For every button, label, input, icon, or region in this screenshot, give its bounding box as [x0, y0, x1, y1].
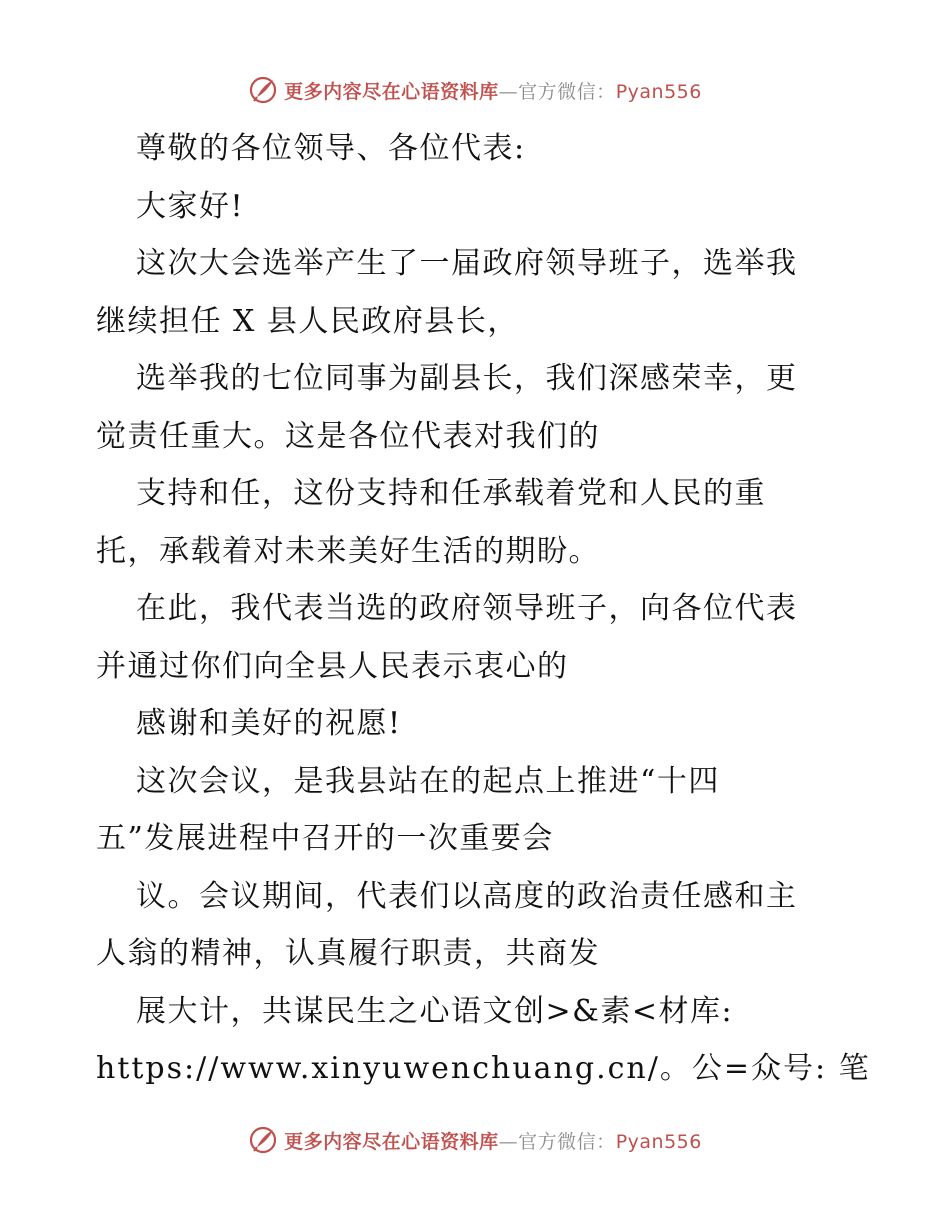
quill-logo-icon: [248, 75, 278, 105]
text-line: 人翁的精神，认真履行职责，共商发: [96, 936, 600, 971]
text-line: 五”发展进程中召开的一次重要会: [96, 821, 554, 856]
text-line: 这次大会选举产生了一届政府领导班子，选举我: [136, 246, 798, 281]
text-line: https://www.xinyuwenchuang.cn/。公=众号: 笔: [96, 1051, 871, 1086]
quill-logo-icon: [248, 1125, 278, 1155]
text-line: 并通过你们向全县人民表示衷心的: [96, 648, 569, 684]
banner-dash: —: [498, 80, 519, 103]
text-line: 继续担任 X 县人民政府县长，: [96, 303, 519, 339]
banner-official: 官方微信：: [518, 1130, 616, 1153]
text-line: 展大计，共谋民生之心语文创>&素<材库:: [136, 993, 734, 1029]
banner-dash: —: [498, 1130, 519, 1153]
header-banner-text: [284, 77, 702, 104]
text-line: 支持和任，这份支持和任承载着党和人民的重: [136, 476, 766, 511]
banner-wechat-id: Pyan556: [615, 1130, 702, 1153]
text-line: 觉责任重大。这是各位代表对我们的: [96, 418, 600, 454]
text-line: 托，承载着对未来美好生活的期盼。: [96, 533, 600, 569]
text-line: 在此，我代表当选的政府领导班子，向各位代表: [136, 591, 798, 626]
document-body: [96, 120, 871, 1098]
footer-banner: [0, 1120, 950, 1160]
text-line: 这次会议，是我县站在的起点上推进“十四: [136, 763, 720, 799]
header-banner: [0, 70, 950, 110]
text-line: 大家好!: [136, 188, 245, 224]
banner-highlight: 更多内容尽在心语资料库: [284, 1130, 499, 1153]
text-line: 议。会议期间，代表们以高度的政治责任感和主: [136, 878, 798, 914]
footer-banner-text: [284, 1127, 702, 1154]
banner-wechat-id: Pyan556: [615, 80, 702, 103]
banner-highlight: 更多内容尽在心语资料库: [284, 80, 499, 103]
banner-official: 官方微信：: [518, 80, 616, 103]
text-line: 尊敬的各位领导、各位代表:: [136, 131, 526, 166]
text-line: 感谢和美好的祝愿!: [136, 706, 402, 741]
text-line: 选举我的七位同事为副县长，我们深感荣幸，更: [136, 361, 798, 396]
